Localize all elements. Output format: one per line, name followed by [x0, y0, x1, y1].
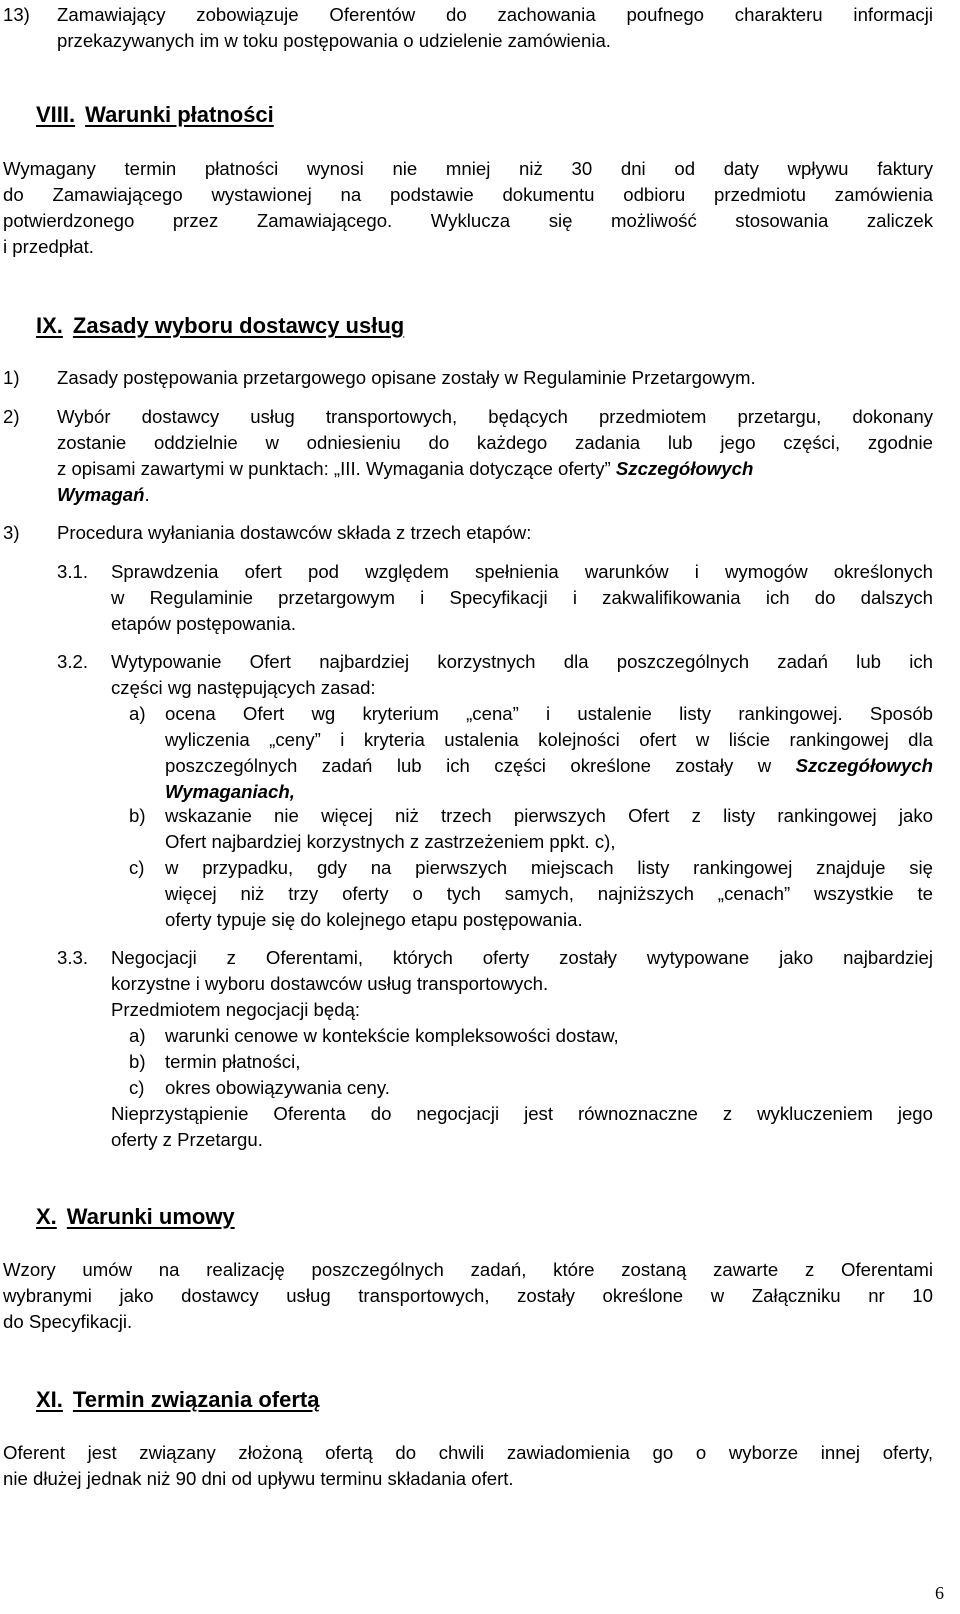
- item-13-number: 13): [3, 4, 30, 25]
- section-9-point-3: [3, 520, 933, 546]
- point-2-number: 2): [3, 406, 20, 427]
- page-number: 6: [935, 1583, 944, 1603]
- negotiation-item-a: [129, 1023, 933, 1049]
- subpoint-3-3-closing: [111, 1101, 933, 1153]
- subpoint-3-3-number: 3.3.: [57, 947, 89, 968]
- subpoint-3-2-a-mark: a): [129, 703, 146, 724]
- point-2-line-1: Wybór dostawcy usług transportowych, będących przedmiotem przetargu, dokonany: [57, 406, 933, 427]
- subpoint-3-1-line-1: Sprawdzenia ofert pod względem spełnienia warunków i wymogów określonych: [111, 561, 933, 582]
- point-1-text: Zasady postępowania przetargowego opisane zostały w Regulaminie Przetargowym.: [57, 367, 756, 388]
- section-9-heading: [36, 313, 404, 339]
- subpoint-3-2-number: 3.2.: [57, 651, 89, 672]
- subpoint-3-1-line-2: w Regulaminie przetargowym i Specyfikacji i zakwalifikowania ich do dalszych: [111, 587, 933, 608]
- item-13-line-2: przekazywanych im w toku postępowania o udzielenie zamówienia.: [57, 30, 611, 51]
- negotiation-item-b-text: termin płatności,: [165, 1051, 301, 1072]
- subpoint-3-2-b: [129, 803, 933, 855]
- subpoint-3-1-line-3: etapów postępowania.: [111, 613, 297, 634]
- section-8-line-1: Wymagany termin płatności wynosi nie mniej niż 30 dni od daty wpływu faktury: [3, 158, 933, 179]
- subpoint-3-2-a-line-3-text: poszczególnych zadań lub ich części określone zostały w: [165, 755, 772, 776]
- point-2-emphasis-1: Szczegółowych: [615, 458, 754, 479]
- subpoint-3-2-a: [129, 701, 933, 805]
- section-8-line-2: do Zamawiającego wystawionej na podstawie dokumentu odbioru przedmiotu zamówienia: [3, 184, 933, 205]
- item-13: [3, 2, 933, 54]
- subpoint-3-2-b-line-1: wskazanie nie więcej niż trzech pierwszych Ofert z listy rankingowej jako: [165, 805, 933, 826]
- subpoint-3-2-line-2: części wg następujących zasad:: [111, 677, 376, 698]
- point-2-line-4-end: .: [144, 484, 150, 505]
- section-10-line-2: wybranymi jako dostawcy usług transportowych, zostały określone w Załączniku nr 10: [3, 1285, 933, 1306]
- section-11-heading: [36, 1387, 319, 1413]
- section-11-line-1: Oferent jest związany złożoną ofertą do chwili zawiadomienia go o wyborze innej oferty,: [3, 1442, 933, 1463]
- section-8-paragraph: [3, 156, 933, 260]
- section-10-line-3: do Specyfikacji.: [3, 1311, 133, 1332]
- section-8-number: VIII.: [36, 102, 76, 127]
- subpoint-3-2-c-mark: c): [129, 857, 145, 878]
- point-2-line-2: zostanie oddzielnie w odniesieniu do każdego zadania lub jego części, zgodnie: [57, 432, 933, 453]
- negotiation-item-a-mark: a): [129, 1025, 146, 1046]
- subpoint-3-2-a-line-1: ocena Ofert wg kryterium „cena” i ustalenie listy rankingowej. Sposób: [165, 703, 933, 724]
- section-11-number: XI.: [36, 1387, 63, 1412]
- section-11-title: Termin związania ofertą: [72, 1387, 320, 1412]
- subpoint-3-2-line-1: Wytypowanie Ofert najbardziej korzystnych dla poszczególnych zadań lub ich: [111, 651, 933, 672]
- subpoint-3-2-b-line-2: Ofert najbardziej korzystnych z zastrzeżeniem ppkt. c),: [165, 831, 616, 852]
- negotiation-item-c-text: okres obowiązywania ceny.: [165, 1077, 390, 1098]
- subpoint-3-2-a-line-4: Wymaganiach,: [165, 781, 295, 802]
- point-2-emphasis-2: Wymagań: [57, 484, 145, 505]
- section-8-title: Warunki płatności: [85, 102, 274, 127]
- point-2-line-4: [57, 482, 933, 508]
- negotiation-item-b-mark: b): [129, 1051, 146, 1072]
- point-2-line-3: [57, 456, 933, 482]
- section-8-line-3: potwierdzonego przez Zamawiającego. Wyklucza się możliwość stosowania zaliczek: [3, 210, 933, 231]
- subpoint-3-3-line-4: Nieprzystąpienie Oferenta do negocjacji jest równoznaczne z wykluczeniem jego: [111, 1103, 933, 1124]
- subpoint-3-2-c: [129, 855, 933, 933]
- subpoint-3-2: [57, 649, 933, 701]
- subpoint-3-3: [57, 945, 933, 1023]
- negotiation-item-a-text: warunki cenowe w kontekście kompleksowości dostaw,: [165, 1025, 619, 1046]
- section-10-title: Warunki umowy: [66, 1204, 235, 1229]
- section-11-line-2: nie dłużej jednak niż 90 dni od upływu terminu składania ofert.: [3, 1468, 514, 1489]
- section-10-paragraph: [3, 1257, 933, 1335]
- point-3-text: Procedura wyłaniania dostawców składa z trzech etapów:: [57, 522, 532, 543]
- subpoint-3-3-line-2: korzystne i wyboru dostawców usług transportowych.: [111, 973, 549, 994]
- item-13-line-1: Zamawiający zobowiązuje Oferentów do zachowania poufnego charakteru informacji: [57, 4, 933, 25]
- subpoint-3-2-c-line-3: oferty typuje się do kolejnego etapu postępowania.: [165, 909, 583, 930]
- section-11-paragraph: [3, 1440, 933, 1492]
- subpoint-3-2-a-line-3: [165, 753, 933, 779]
- negotiation-item-c-mark: c): [129, 1077, 145, 1098]
- negotiation-list: [129, 1023, 933, 1101]
- subpoint-3-2-a-emphasis: Szczegółowych: [795, 755, 933, 776]
- subpoint-3-2-b-mark: b): [129, 805, 146, 826]
- subpoint-3-2-c-line-2: więcej niż trzy oferty o tych samych, najniższych „cenach” wszystkie te: [165, 883, 933, 904]
- section-9-point-2: [3, 404, 933, 508]
- section-8-line-4: i przedpłat.: [3, 236, 94, 257]
- section-8-heading: [36, 102, 274, 128]
- section-9-title: Zasady wyboru dostawcy usług: [72, 313, 405, 338]
- point-3-number: 3): [3, 522, 20, 543]
- negotiation-item-b: [129, 1049, 933, 1075]
- subpoint-3-1: [57, 559, 933, 637]
- section-9-number: IX.: [36, 313, 63, 338]
- point-1-number: 1): [3, 367, 20, 388]
- section-10-number: X.: [36, 1204, 57, 1229]
- subpoint-3-3-line-3: Przedmiotem negocjacji będą:: [111, 999, 361, 1020]
- subpoint-3-3-line-5: oferty z Przetargu.: [111, 1129, 263, 1150]
- subpoint-3-1-number: 3.1.: [57, 561, 89, 582]
- point-2-line-3-text: z opisami zawartymi w punktach: „III. Wymagania dotyczące oferty”: [57, 458, 611, 479]
- section-10-line-1: Wzory umów na realizację poszczególnych zadań, które zostaną zawarte z Oferentami: [3, 1259, 933, 1280]
- negotiation-item-c: [129, 1075, 933, 1101]
- section-10-heading: [36, 1204, 235, 1230]
- section-9-point-1: [3, 365, 933, 391]
- subpoint-3-3-line-1: Negocjacji z Oferentami, których oferty zostały wytypowane jako najbardziej: [111, 947, 933, 968]
- subpoint-3-2-a-line-2: wyliczenia „ceny” i kryteria ustalenia kolejności ofert w liście rankingowej dla: [165, 729, 933, 750]
- subpoint-3-2-c-line-1: w przypadku, gdy na pierwszych miejscach listy rankingowej znajduje się: [165, 857, 933, 878]
